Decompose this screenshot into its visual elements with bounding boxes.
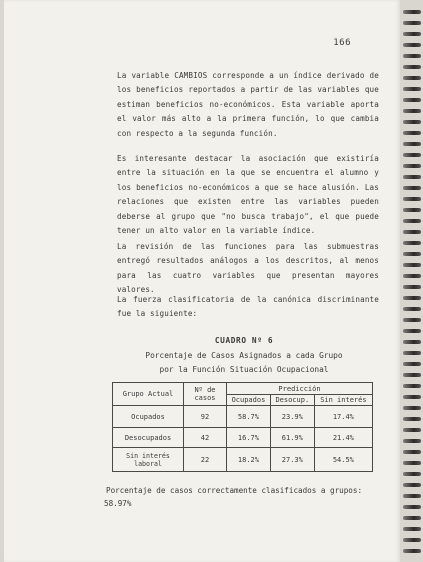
spiral-coil [403,274,421,278]
spiral-coil [403,472,421,476]
table-row [113,448,373,472]
spiral-coil [403,340,421,344]
row-grupo: Desocupados [113,428,184,448]
header-ocupados: Ocupados [227,395,271,406]
spiral-coil [403,538,421,542]
spiral-coil [403,252,421,256]
header-grupo-actual: Grupo Actual [113,383,184,406]
spiral-coil [403,516,421,520]
row-sin-interes: 54.5% [314,448,372,472]
spiral-coil [403,296,421,300]
spiral-coil [403,549,421,553]
spiral-coil [403,329,421,333]
spiral-coil [403,351,421,355]
table-title-line2: por la Función Situación Ocupacional [159,365,329,374]
spiral-coil [403,505,421,509]
spiral-coil [403,87,421,91]
spiral-coil [403,483,421,487]
table-row [113,406,373,428]
spiral-coil [403,461,421,465]
spiral-coil [403,21,421,25]
spiral-coil [403,43,421,47]
spiral-coil [403,10,421,14]
row-n: 42 [184,428,227,448]
spiral-coil [403,395,421,399]
row-grupo: Sin interés laboral [113,448,184,472]
row-ocupados: 16.7% [227,428,271,448]
row-desocup: 23.9% [270,406,314,428]
spiral-coil [403,373,421,377]
spiral-coil [403,76,421,80]
document-page [4,0,400,562]
classification-table [112,382,373,472]
spiral-coil [403,186,421,190]
classification-summary [106,484,376,510]
spiral-coil [403,263,421,267]
spiral-coil [403,307,421,311]
spiral-coil [403,32,421,36]
spiral-coil [403,54,421,58]
summary-value: 58.97% [104,499,132,508]
spiral-coil [403,109,421,113]
row-sin-interes: 17.4% [314,406,372,428]
row-ocupados: 58.7% [227,406,271,428]
spiral-coil [403,197,421,201]
spiral-coil [403,208,421,212]
spiral-coil [403,142,421,146]
header-desocup: Desocup. [270,395,314,406]
spiral-coil [403,318,421,322]
header-n-casos: Nº de casos [184,383,227,406]
spiral-coil [403,494,421,498]
header-sin-interes: Sin interés [314,395,372,406]
spiral-coil [403,153,421,157]
row-grupo: Ocupados [113,406,184,428]
spiral-coil [403,285,421,289]
spiral-coil [403,175,421,179]
spiral-binding [401,10,423,562]
row-desocup: 61.9% [270,428,314,448]
spiral-coil [403,417,421,421]
row-n: 92 [184,406,227,428]
spiral-coil [403,219,421,223]
header-prediccion: Predicción [227,383,373,395]
summary-label: Porcentaje de casos correctamente clasificados a grupos: [106,486,363,495]
spiral-coil [403,450,421,454]
spiral-coil [403,428,421,432]
spiral-coil [403,120,421,124]
row-ocupados: 18.2% [227,448,271,472]
paragraph-cambios: La variable CAMBIOS corresponde a un índice derivado de los beneficios reportados a partir de las variables que estiman beneficios no-económicos. Esta variable aporta el valor más alto a la primera función, lo que cambia con respecto a la segunda función. [117,71,379,138]
paragraph-fuerza: La fuerza clasificatoria de la canónica discriminante fue la siguiente: [117,295,379,319]
spiral-coil [403,98,421,102]
paragraph-revision: La revisión de las funciones para las submuestras entregó resultados análogos a los descritos, al menos para las cuatro variables que presentan mayores valores. [117,242,379,295]
table-caption: CUADRO Nº 6 [214,336,274,345]
spiral-coil [403,406,421,410]
spiral-coil [403,65,421,69]
row-n: 22 [184,448,227,472]
spiral-coil [403,384,421,388]
row-desocup: 27.3% [270,448,314,472]
spiral-coil [403,241,421,245]
spiral-coil [403,527,421,531]
table-row [113,428,373,448]
row-sin-interes: 21.4% [314,428,372,448]
page-number: 166 [333,38,351,48]
spiral-coil [403,230,421,234]
spiral-coil [403,164,421,168]
spiral-coil [403,362,421,366]
spiral-coil [403,131,421,135]
spiral-coil [403,439,421,443]
table-title-line1: Porcentaje de Casos Asignados a cada Grupo [145,351,343,360]
paragraph-asociacion: Es interesante destacar la asociación que existiría entre la situación en la que se encuentra el alumno y los beneficios no-económicos a que se hace alusión. Las relaciones que existen entre las variables pueden deberse al grupo que "no busca trabajo", el que puede tener un alto valor en la variable índice. [117,154,379,236]
